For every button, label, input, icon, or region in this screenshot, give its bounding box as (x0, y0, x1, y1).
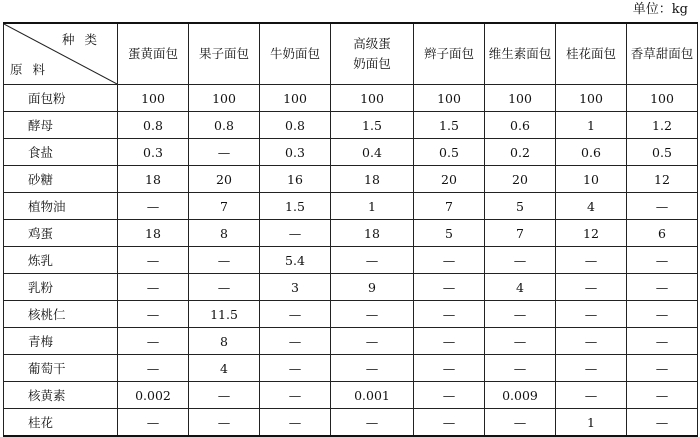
table-cell: — (260, 301, 331, 328)
column-header-label: 桂花面包 (565, 46, 616, 61)
table-cell: — (118, 355, 189, 382)
table-cell: 12 (556, 220, 627, 247)
row-label: 炼乳 (4, 247, 118, 274)
table-cell: 0.6 (556, 139, 627, 166)
table-cell: — (414, 382, 485, 409)
table-cell: — (627, 382, 698, 409)
table-cell: — (414, 328, 485, 355)
table-cell: 4 (189, 355, 260, 382)
table-cell: 18 (118, 220, 189, 247)
column-header-label: 辫子面包 (423, 46, 474, 61)
table-cell: — (627, 193, 698, 220)
table-cell: — (556, 355, 627, 382)
table-cell: — (485, 247, 556, 274)
table-cell: — (189, 247, 260, 274)
table-cell: — (414, 301, 485, 328)
table-cell: — (331, 247, 414, 274)
table-cell: 0.3 (260, 139, 331, 166)
table-row (4, 85, 698, 112)
column-header-label: 高级蛋奶面包 (353, 36, 391, 71)
table-cell: — (627, 355, 698, 382)
column-header (556, 23, 627, 85)
table-cell: 100 (414, 85, 485, 112)
table-cell: 0.8 (260, 112, 331, 139)
table-row (4, 409, 698, 437)
table-row (4, 220, 698, 247)
table-cell: — (485, 355, 556, 382)
table-cell: 7 (414, 193, 485, 220)
column-header (627, 23, 698, 85)
row-label: 核黄素 (4, 382, 118, 409)
table-cell: 8 (189, 220, 260, 247)
table-row (4, 166, 698, 193)
table-cell: 100 (627, 85, 698, 112)
table-cell: 0.6 (485, 112, 556, 139)
table-cell: 0.5 (414, 139, 485, 166)
table-cell: 7 (189, 193, 260, 220)
table-cell: — (414, 247, 485, 274)
column-header (118, 23, 189, 85)
table-cell: 1 (331, 193, 414, 220)
table-cell: — (260, 220, 331, 247)
table-cell: 11.5 (189, 301, 260, 328)
column-header (260, 23, 331, 85)
table-cell: — (485, 409, 556, 437)
table-cell: — (331, 355, 414, 382)
row-label: 葡萄干 (4, 355, 118, 382)
table-cell: 8 (189, 328, 260, 355)
table-cell: — (260, 355, 331, 382)
table-cell: 0.001 (331, 382, 414, 409)
table-cell: 0.002 (118, 382, 189, 409)
table-row (4, 328, 698, 355)
table-cell: — (627, 409, 698, 437)
table-cell: 5 (485, 193, 556, 220)
table-cell: — (260, 328, 331, 355)
table-cell: — (556, 301, 627, 328)
corner-header (4, 23, 118, 85)
column-header (414, 23, 485, 85)
row-label: 面包粉 (4, 85, 118, 112)
table-cell: — (556, 382, 627, 409)
table-cell: 0.5 (627, 139, 698, 166)
table-cell: 18 (331, 166, 414, 193)
table-cell: — (414, 355, 485, 382)
corner-top-label: 种类 (61, 32, 107, 47)
table-cell: 3 (260, 274, 331, 301)
table-cell: 4 (556, 193, 627, 220)
table-row (4, 193, 698, 220)
table-row (4, 247, 698, 274)
row-label: 乳粉 (4, 274, 118, 301)
column-header-label: 果子面包 (198, 46, 249, 61)
table-cell: — (556, 247, 627, 274)
table-cell: 0.2 (485, 139, 556, 166)
table-cell: 16 (260, 166, 331, 193)
table-cell: — (189, 409, 260, 437)
table-cell: 0.3 (118, 139, 189, 166)
header-row (4, 23, 698, 85)
table-cell: — (189, 274, 260, 301)
table-cell: — (485, 301, 556, 328)
table-cell: 1.5 (414, 112, 485, 139)
table-cell: — (414, 409, 485, 437)
table-cell: 7 (485, 220, 556, 247)
table-cell: — (331, 328, 414, 355)
table-cell: — (189, 382, 260, 409)
table-cell: 20 (189, 166, 260, 193)
table-cell: — (118, 274, 189, 301)
table-cell: — (118, 247, 189, 274)
table-cell: 1.2 (627, 112, 698, 139)
table-cell: — (556, 274, 627, 301)
table-cell: 20 (485, 166, 556, 193)
recipe-table (3, 22, 698, 437)
row-label: 核桃仁 (4, 301, 118, 328)
table-cell: 6 (627, 220, 698, 247)
table-cell: 0.009 (485, 382, 556, 409)
table-cell: 100 (118, 85, 189, 112)
table-cell: — (627, 301, 698, 328)
table-row (4, 139, 698, 166)
table-cell: 100 (260, 85, 331, 112)
row-label: 酵母 (4, 112, 118, 139)
table-row (4, 112, 698, 139)
table-cell: — (118, 193, 189, 220)
table-cell: — (118, 409, 189, 437)
table-cell: — (414, 274, 485, 301)
table-cell: 9 (331, 274, 414, 301)
table-cell: — (118, 328, 189, 355)
table-cell: 0.4 (331, 139, 414, 166)
table-cell: 5 (414, 220, 485, 247)
table-cell: 1 (556, 409, 627, 437)
table-cell: 1.5 (331, 112, 414, 139)
table-cell: 100 (189, 85, 260, 112)
row-label: 青梅 (4, 328, 118, 355)
table-cell: 20 (414, 166, 485, 193)
column-header (331, 23, 414, 85)
row-label: 鸡蛋 (4, 220, 118, 247)
table-cell: 0.8 (189, 112, 260, 139)
table-cell: — (189, 139, 260, 166)
table-cell: — (260, 382, 331, 409)
table-cell: 100 (331, 85, 414, 112)
unit-label: 单位：kg (632, 2, 688, 17)
table-cell: 100 (485, 85, 556, 112)
table-row (4, 382, 698, 409)
table-cell: — (556, 328, 627, 355)
table-cell: — (627, 247, 698, 274)
row-label: 桂花 (4, 409, 118, 437)
table-cell: 10 (556, 166, 627, 193)
table-cell: — (485, 328, 556, 355)
corner-bottom-label: 原料 (10, 62, 56, 77)
table-cell: — (118, 301, 189, 328)
column-header (485, 23, 556, 85)
table-cell: 1 (556, 112, 627, 139)
table-cell: — (331, 409, 414, 437)
table-cell: 1.5 (260, 193, 331, 220)
column-header (189, 23, 260, 85)
row-label: 食盐 (4, 139, 118, 166)
column-header-label: 维生素面包 (488, 46, 552, 61)
table-row (4, 274, 698, 301)
table-row (4, 355, 698, 382)
table-row (4, 301, 698, 328)
column-header-label: 蛋黄面包 (127, 46, 178, 61)
table-cell: — (627, 328, 698, 355)
column-header-label: 香草甜面包 (630, 46, 694, 61)
table-cell: — (331, 301, 414, 328)
table-cell: 4 (485, 274, 556, 301)
table-cell: 18 (118, 166, 189, 193)
table-cell: 12 (627, 166, 698, 193)
table-cell: 5.4 (260, 247, 331, 274)
table-cell: 0.8 (118, 112, 189, 139)
table-cell: 100 (556, 85, 627, 112)
table-cell: — (260, 409, 331, 437)
row-label: 砂糖 (4, 166, 118, 193)
column-header-label: 牛奶面包 (269, 46, 320, 61)
table-cell: — (627, 274, 698, 301)
table-cell: 18 (331, 220, 414, 247)
row-label: 植物油 (4, 193, 118, 220)
